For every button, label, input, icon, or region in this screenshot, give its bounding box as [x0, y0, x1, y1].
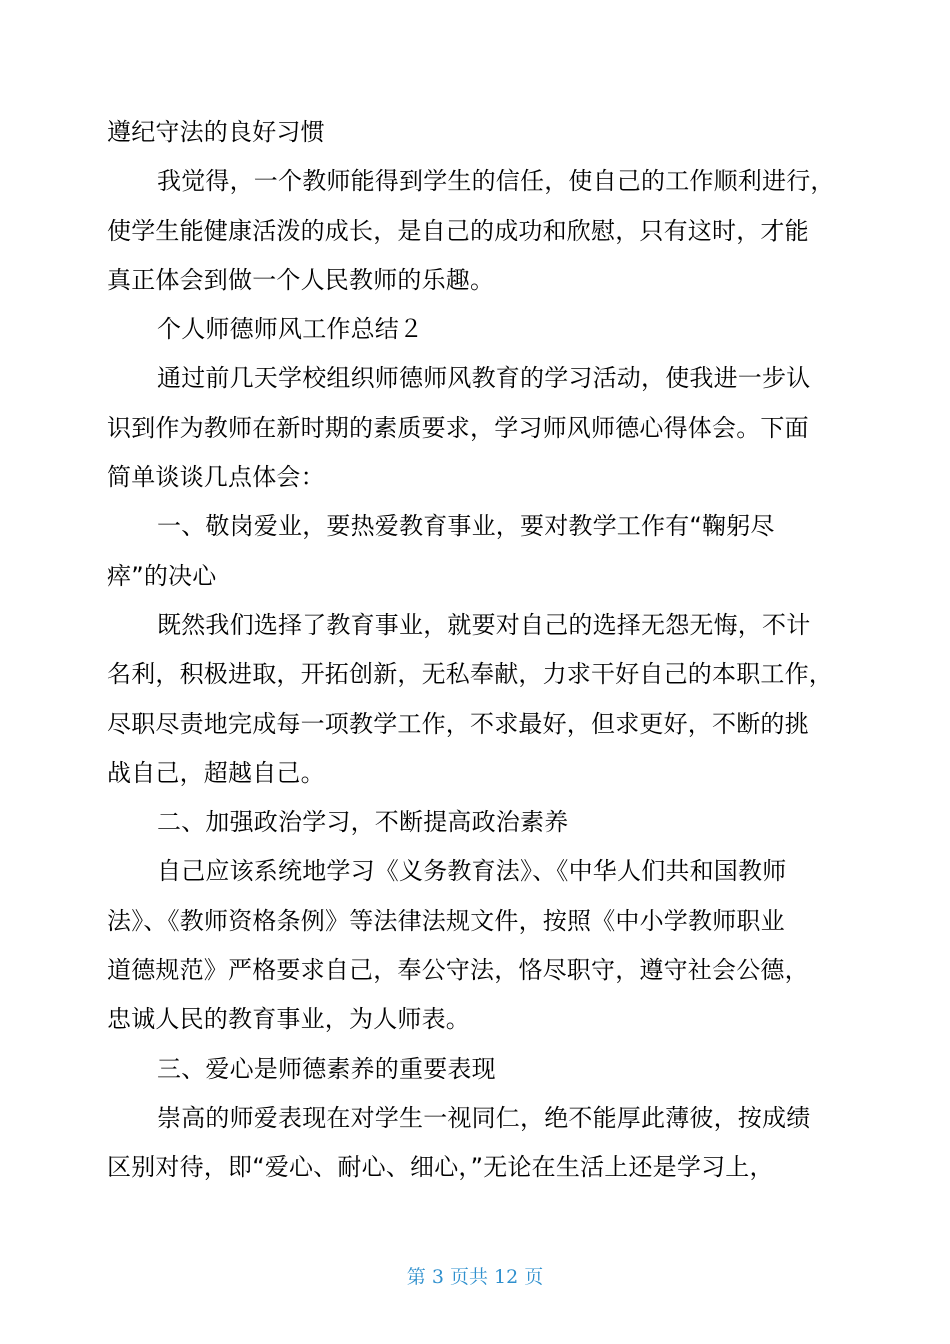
body-line: 既然我们选择了教育事业，就要对自己的选择无怨无悔，不计 [157, 610, 811, 639]
point-heading: 瘁”的决心 [107, 561, 217, 590]
body-line: 遵纪守法的良好习惯 [107, 118, 325, 146]
body-line: 道德规范》严格要求自己，奉公守法，恪尽职守，遵守社会公德， [107, 956, 809, 985]
section-heading: 个人师德师风工作总结２ [157, 315, 424, 344]
body-line: 法》、《教师资格条例》等法律法规文件，按照《中小学教师职业 [107, 906, 785, 935]
body-line: 使学生能健康活泼的成长，是自己的成功和欣慰，只有这时，才能 [107, 216, 809, 245]
body-line: 我觉得，一个教师能得到学生的信任，使自己的工作顺利进行， [157, 167, 835, 196]
body-line: 自己应该系统地学习《义务教育法》、《中华人们共和国教师 [157, 857, 787, 886]
body-line: 名利，积极进取，开拓创新，无私奉献，力求干好自己的本职工作， [107, 660, 833, 689]
point-heading: 二、加强政治学习，不断提高政治素养 [157, 808, 569, 837]
body-line: 尽职尽责地完成每一项教学工作，不求最好，但求更好，不断的挑 [107, 709, 809, 738]
body-line: 真正体会到做一个人民教师的乐趣。 [107, 265, 495, 294]
body-line: 忠诚人民的教育事业，为人师表。 [107, 1005, 470, 1034]
point-heading: 一、敬岗爱业，要热爱教育事业，要对教学工作有“鞠躬尽 [157, 512, 775, 541]
body-line: 崇高的师爱表现在对学生一视同仁，绝不能厚此薄彼，按成绩 [157, 1103, 811, 1132]
body-line: 区别对待，即“爱心、耐心、细心，”无论在生活上还是学习上， [107, 1153, 774, 1182]
point-heading: 三、爱心是师德素养的重要表现 [157, 1054, 496, 1083]
body-line: 识到作为教师在新时期的素质要求，学习师风师德心得体会。下面 [107, 413, 809, 442]
body-line: 通过前几天学校组织师德师风教育的学习活动，使我进一步认 [157, 364, 811, 393]
body-line: 战自己，超越自己。 [107, 758, 325, 787]
document-body [107, 112, 837, 1197]
page-number-footer: 第 3 页共 12 页 [406, 1266, 544, 1288]
body-line: 简单谈谈几点体会： [107, 463, 325, 492]
